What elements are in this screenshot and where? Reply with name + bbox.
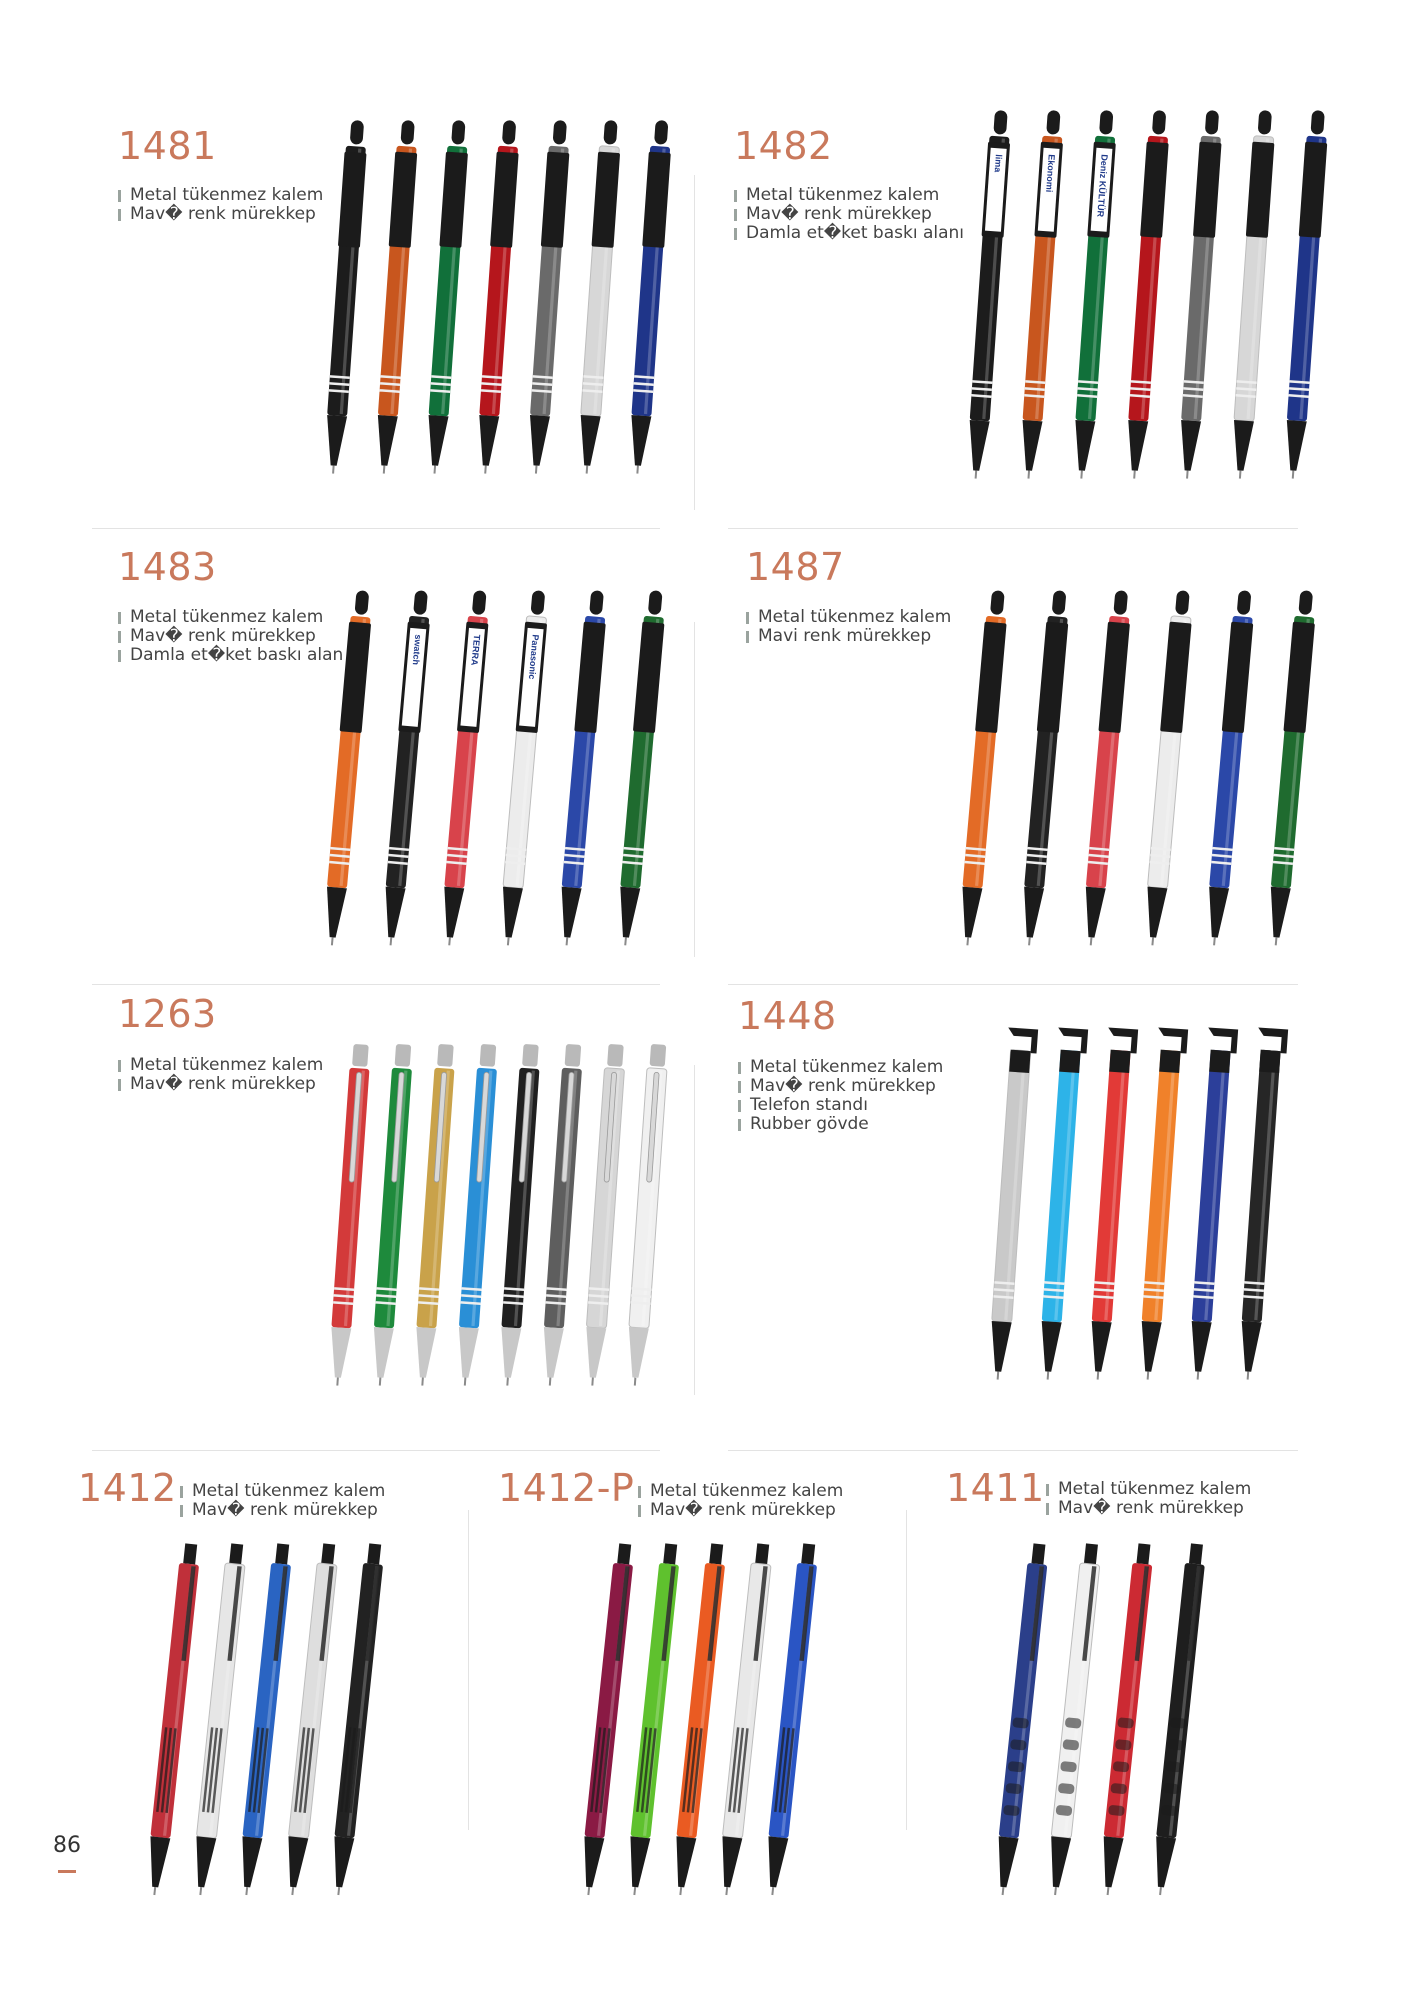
feature-item: Telefon standı [738,1096,943,1115]
product-code: 1487 [746,545,845,589]
pen-1 [578,1543,635,1896]
pen-7 [1282,110,1330,480]
pen-4 [497,590,550,947]
clip-logo-text: Deniz KÜLTÜR [1095,154,1110,218]
pen-1 [144,1543,201,1896]
feature-item: Metal tükenmez kalem [638,1482,843,1501]
product-code: 1412-P [498,1466,635,1510]
pen-3 [424,120,471,475]
pen-set-1411 [995,1535,1205,1900]
pen-set-1487 [952,588,1322,950]
divider-col-5 [906,1510,907,1830]
feature-item: Mav� renk mürekkep [738,1077,943,1096]
pen-6 [614,590,667,947]
pen-set-1412 [150,1535,380,1900]
product-code: 1483 [118,545,217,589]
feature-list [118,186,323,224]
feature-list [118,1056,323,1094]
feature-item: Metal tükenmez kalem [1046,1480,1251,1499]
pen-set-1263 [328,1040,668,1390]
pen-2 [1034,1027,1088,1380]
pen-5 [497,1044,541,1387]
pen-4 [1134,1027,1188,1380]
pen-3 [1098,1543,1155,1896]
pen-4 [716,1543,773,1896]
pen-3 [438,590,491,947]
pen-5 [1203,590,1256,947]
pen-5 [1184,1027,1238,1380]
feature-item: Mav� renk mürekkep [1046,1499,1251,1518]
pen-6 [540,1044,584,1387]
feature-item: Mav� renk mürekkep [118,1075,323,1094]
pen-2 [1018,590,1071,947]
pen-5 [762,1543,819,1896]
clip-logo-text: Panasonic [526,634,541,680]
pen-5 [328,1543,385,1896]
pen-7 [582,1044,626,1387]
clip-logo-text: swatch [410,634,424,666]
feature-item: Mav� renk mürekkep [118,205,323,224]
pen-set-1481 [320,118,675,478]
feature-item: Damla et�ket baskı alan [118,646,343,665]
divider-row-2-left [92,984,660,985]
pen-3 [1070,110,1118,480]
pen-1 [322,120,369,475]
pen-1 [993,1543,1050,1896]
feature-list [738,1058,943,1134]
product-code: 1482 [734,124,833,168]
pen-set-1412-p [584,1535,814,1900]
divider-col-4 [468,1510,469,1830]
pen-4 [474,120,521,475]
pen-5 [1176,110,1224,480]
feature-list [118,608,343,665]
pen-1 [956,590,1009,947]
pen-1 [965,110,1013,480]
pen-set-1482 [962,108,1332,483]
pen-4 [1123,110,1171,480]
pen-8 [625,1044,669,1387]
product-code: 1481 [118,124,217,168]
pen-3 [1084,1027,1138,1380]
pen-1 [984,1027,1038,1380]
feature-list [180,1482,385,1520]
pen-5 [556,590,609,947]
feature-item: Metal tükenmez kalem [180,1482,385,1501]
pen-5 [525,120,572,475]
divider-row-3-right [728,1450,1298,1451]
feature-item: Metal tükenmez kalem [746,608,951,627]
pen-2 [380,590,433,947]
feature-item: Metal tükenmez kalem [734,186,964,205]
pen-2 [1045,1543,1102,1896]
pen-1 [321,590,374,947]
feature-item: Metal tükenmez kalem [738,1058,943,1077]
product-code: 1411 [946,1466,1045,1510]
product-code: 1448 [738,994,837,1038]
feature-item: Mavi renk mürekkep [746,627,951,646]
pen-2 [624,1543,681,1896]
pen-2 [190,1543,247,1896]
feature-item: Mav� renk mürekkep [118,627,343,646]
feature-item: Metal tükenmez kalem [118,186,323,205]
page-number: 86 [53,1833,81,1858]
feature-item: Metal tükenmez kalem [118,608,343,627]
divider-row-2-right [728,984,1298,985]
pen-6 [1265,590,1318,947]
pen-3 [670,1543,727,1896]
feature-list [734,186,964,243]
divider-col-2 [694,622,695,957]
pen-4 [282,1543,339,1896]
divider-col-1 [694,175,695,510]
divider-row-3-left [92,1450,660,1451]
divider-row-1-right [728,528,1298,529]
clip-logo-text: lima [992,154,1004,173]
feature-item: Metal tükenmez kalem [118,1056,323,1075]
pen-1 [327,1044,371,1387]
feature-item: Damla et�ket baskı alanı [734,224,964,243]
pen-4 [1150,1543,1207,1896]
pen-2 [370,1044,414,1387]
feature-list [746,608,951,646]
product-code: 1412 [78,1466,177,1510]
pen-4 [455,1044,499,1387]
feature-item: Rubber gövde [738,1115,943,1134]
product-code: 1263 [118,992,217,1036]
feature-item: Mav� renk mürekkep [180,1501,385,1520]
pen-4 [1141,590,1194,947]
pen-6 [1234,1027,1288,1380]
divider-row-1-left [92,528,660,529]
feature-item: Mav� renk mürekkep [638,1501,843,1520]
pen-6 [576,120,623,475]
feature-list [638,1482,843,1520]
pen-3 [236,1543,293,1896]
pen-2 [1018,110,1066,480]
pen-set-1483 [318,588,670,950]
pen-2 [373,120,420,475]
pen-set-1448 [985,1022,1285,1384]
feature-list [1046,1480,1251,1518]
divider-col-3 [694,1065,695,1395]
clip-logo-text: Ekonomi [1044,154,1057,193]
feature-item: Mav� renk mürekkep [734,205,964,224]
pen-6 [1229,110,1277,480]
page-number-accent [58,1870,76,1873]
pen-7 [626,120,673,475]
pen-3 [1080,590,1133,947]
pen-3 [412,1044,456,1387]
clip-logo-text: TERRA [469,634,483,666]
